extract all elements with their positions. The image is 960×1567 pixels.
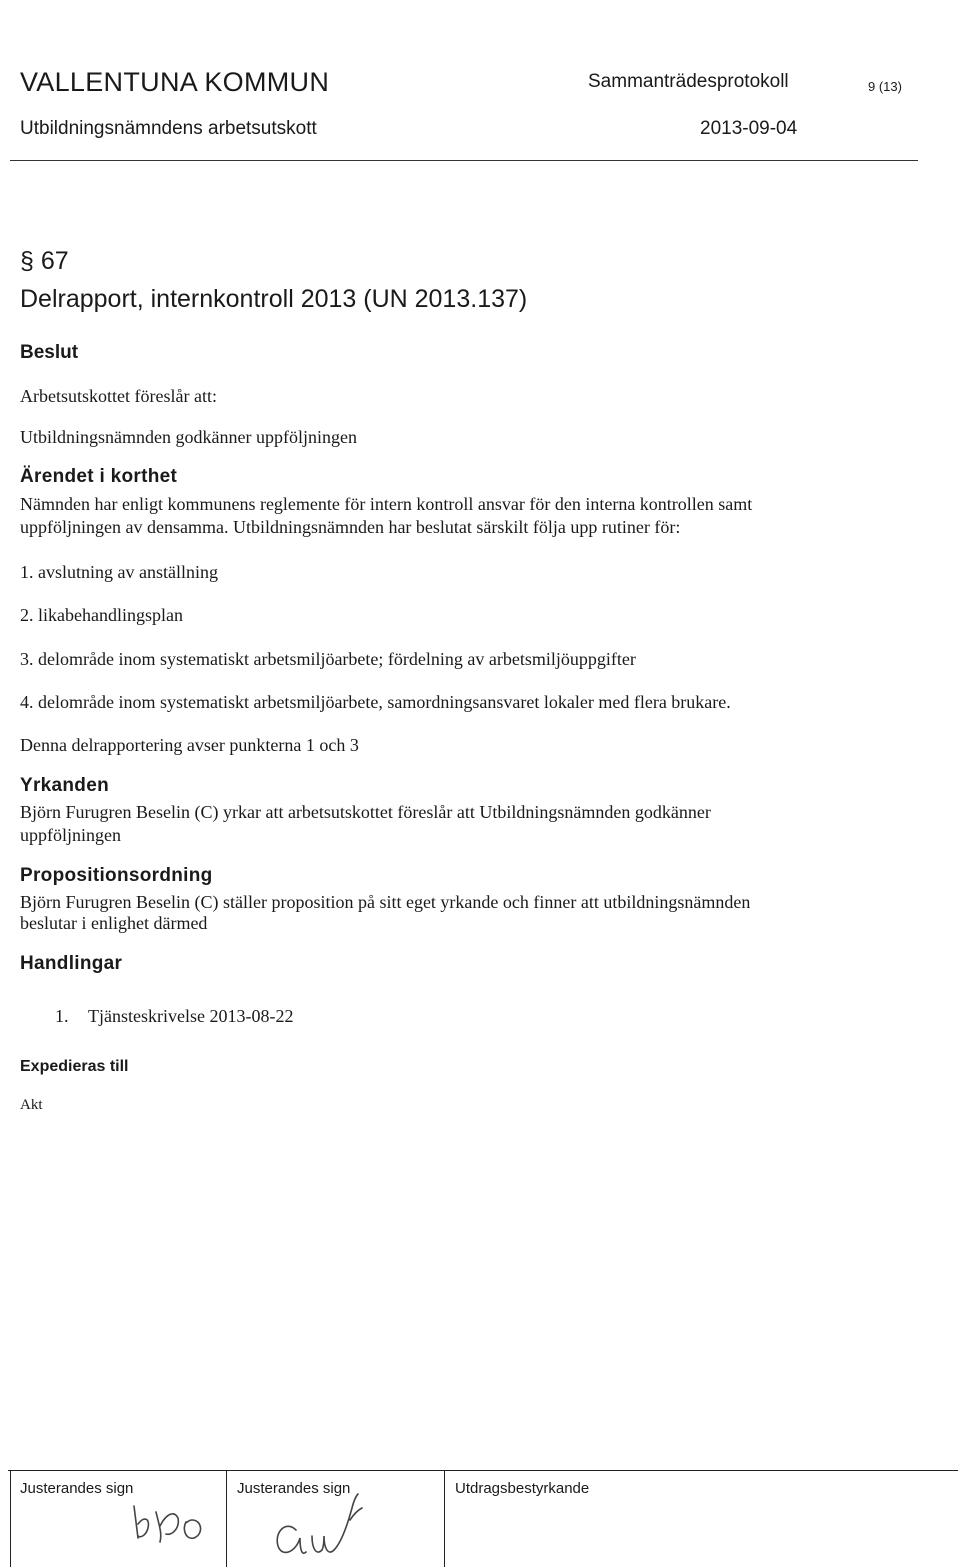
- page-number: 9 (13): [868, 79, 902, 94]
- propositionsordning-text: beslutar i enlighet därmed: [20, 913, 208, 933]
- yrkanden-text: Björn Furugren Beselin (C) yrkar att arbetsutskottet föreslår att Utbildningsnämnden godkänner: [20, 802, 711, 822]
- justerandes-sign-label: Justerandes sign: [237, 1480, 351, 1497]
- arendet-text: uppföljningen av densamma. Utbildningsnämnden har beslutat särskilt följa upp rutiner för:: [20, 517, 681, 537]
- organization-name: VALLENTUNA KOMMUN: [20, 67, 330, 97]
- utdragsbestyrkande-label: Utdragsbestyrkande: [455, 1480, 590, 1497]
- meeting-date: 2013-09-04: [700, 118, 798, 139]
- beslut-heading: Beslut: [20, 342, 79, 363]
- signature-table: [8, 1470, 958, 1567]
- beslut-line: Arbetsutskottet föreslår att:: [20, 386, 217, 406]
- handlingar-heading: Handlingar: [20, 953, 123, 974]
- document-type: Sammanträdesprotokoll: [588, 71, 789, 92]
- signature-cell-divider: [226, 1470, 227, 1567]
- beslut-line: Utbildningsnämnden godkänner uppföljningen: [20, 427, 357, 447]
- department-name: Utbildningsnämndens arbetsutskott: [20, 118, 317, 139]
- expedieras-heading: Expedieras till: [20, 1058, 129, 1075]
- justerandes-sign-label: Justerandes sign: [20, 1480, 134, 1497]
- handwritten-initials: [266, 1490, 366, 1564]
- list-item: 1. avslutning av anställning: [20, 562, 218, 582]
- list-item: 2. likabehandlingsplan: [20, 605, 183, 625]
- list-item: 3. delområde inom systematiskt arbetsmiljöarbete; fördelning av arbetsmiljöuppgifter: [20, 649, 636, 669]
- arendet-text: Nämnden har enligt kommunens reglemente för intern kontroll ansvar för den interna kontrollen samt: [20, 494, 753, 514]
- handling-number: 1.: [55, 1006, 69, 1026]
- handling-item: Tjänsteskrivelse 2013-08-22: [88, 1006, 294, 1026]
- signature-cell-divider: [10, 1470, 11, 1567]
- signature-cell-divider: [444, 1470, 445, 1567]
- arendet-heading: Ärendet i korthet: [20, 466, 178, 487]
- handwritten-initials: [130, 1498, 210, 1546]
- propositionsordning-heading: Propositionsordning: [20, 865, 213, 886]
- paragraph-title: Delrapport, internkontroll 2013 (UN 2013.137): [20, 285, 528, 313]
- delrapport-text: Denna delrapportering avser punkterna 1 och 3: [20, 735, 359, 755]
- header-divider: [10, 160, 918, 161]
- paragraph-number: § 67: [20, 247, 69, 275]
- list-item: 4. delområde inom systematiskt arbetsmiljöarbete, samordningsansvaret lokaler med flera brukare.: [20, 692, 731, 712]
- yrkanden-text: uppföljningen: [20, 825, 121, 845]
- signature-table-top-rule: [8, 1470, 958, 1471]
- expedieras-recipient: Akt: [20, 1097, 43, 1113]
- yrkanden-heading: Yrkanden: [20, 775, 109, 796]
- propositionsordning-text: Björn Furugren Beselin (C) ställer proposition på sitt eget yrkande och finner att utbildningsnämnden: [20, 892, 751, 912]
